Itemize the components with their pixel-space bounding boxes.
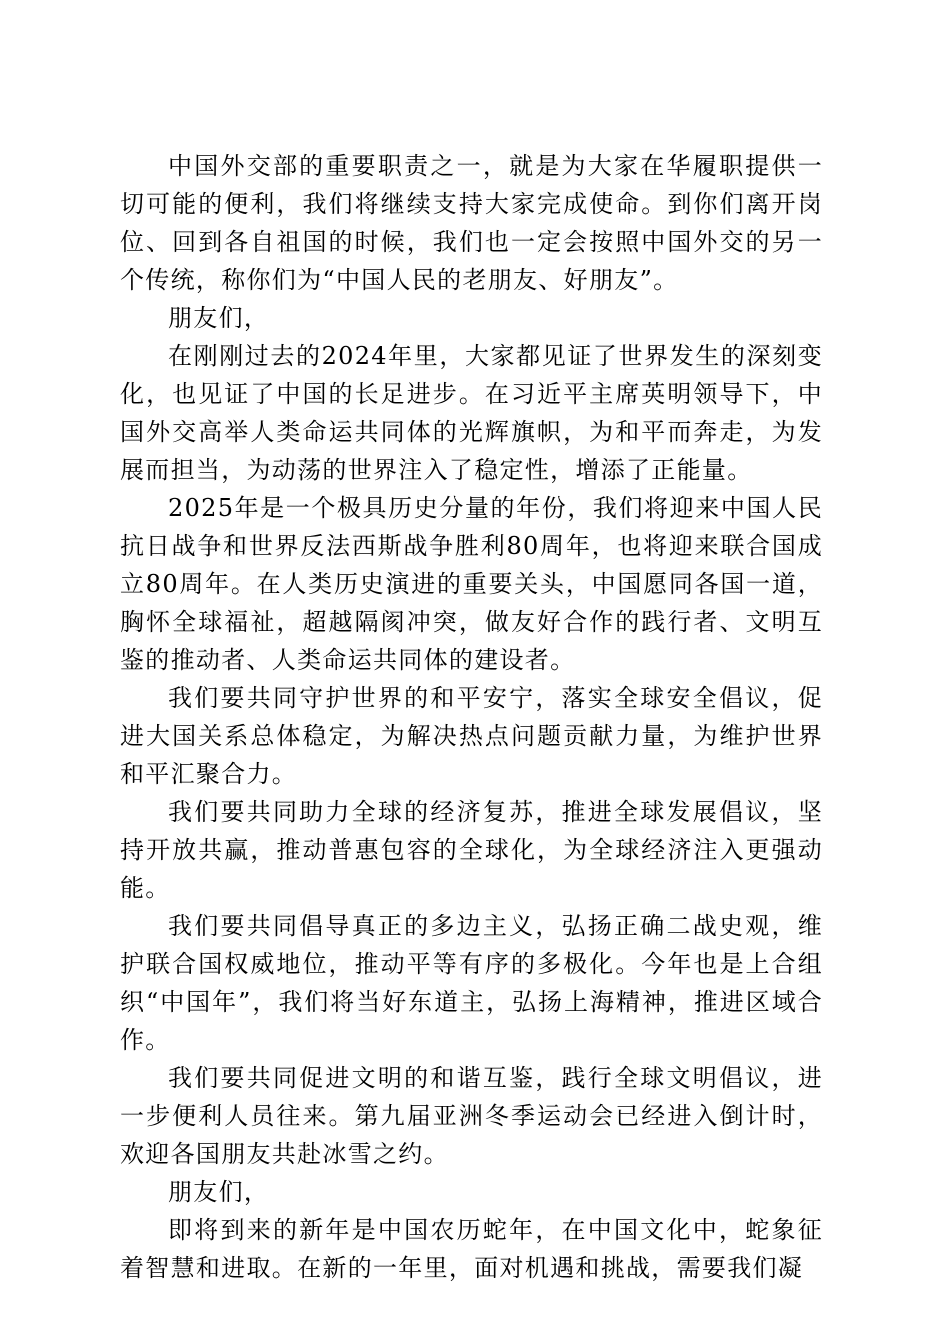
paragraph-economic-recovery: 我们要共同助力全球的经济复苏，推进全球发展倡议，坚持开放共赢，推动普惠包容的全球化，为全球经济注入更强动能。 [120, 798, 823, 902]
paragraph-2024-review: 在刚刚过去的2024年里，大家都见证了世界发生的深刻变化，也见证了中国的长足进步。在习近平主席英明领导下，中国外交高举人类命运共同体的光辉旗帜，为和平而奔走，为发展而担当，为动荡的世界注入了稳定性，增添了正能量。 [120, 342, 823, 484]
paragraph-2025-outlook: 2025年是一个极具历史分量的年份，我们将迎来中国人民抗日战争和世界反法西斯战争胜利80周年，也将迎来联合国成立80周年。在人类历史演进的重要关头，中国愿同各国一道，胸怀全球福祉，超越隔阂冲突，做友好合作的践行者、文明互鉴的推动者、人类命运共同体的建设者。 [120, 494, 823, 674]
paragraph-salutation: 朋友们， [168, 304, 270, 332]
paragraph-salutation-second: 朋友们， [168, 1178, 270, 1206]
paragraph-peace-security: 我们要共同守护世界的和平安宁，落实全球安全倡议，促进大国关系总体稳定，为解决热点问题贡献力量，为维护世界和平汇聚合力。 [120, 684, 823, 788]
paragraph-new-year: 即将到来的新年是中国农历蛇年，在中国文化中，蛇象征着智慧和进取。在新的一年里，面对机遇和挑战，需要我们凝 [120, 1216, 823, 1282]
paragraph-civilization-exchange: 我们要共同促进文明的和谐互鉴，践行全球文明倡议，进一步便利人员往来。第九届亚洲冬季运动会已经进入倒计时，欢迎各国朋友共赴冰雪之约。 [120, 1064, 823, 1168]
paragraph-consular-support: 中国外交部的重要职责之一，就是为大家在华履职提供一切可能的便利，我们将继续支持大家完成使命。到你们离开岗位、回到各自祖国的时候，我们也一定会按照中国外交的另一个传统，称你们为“中国人民的老朋友、好朋友”。 [120, 152, 823, 294]
document-body [120, 147, 823, 1287]
paragraph-multilateralism: 我们要共同倡导真正的多边主义，弘扬正确二战史观，维护联合国权威地位，推动平等有序的多极化。今年也是上合组织“中国年”，我们将当好东道主，弘扬上海精神，推进区域合作。 [120, 912, 823, 1054]
